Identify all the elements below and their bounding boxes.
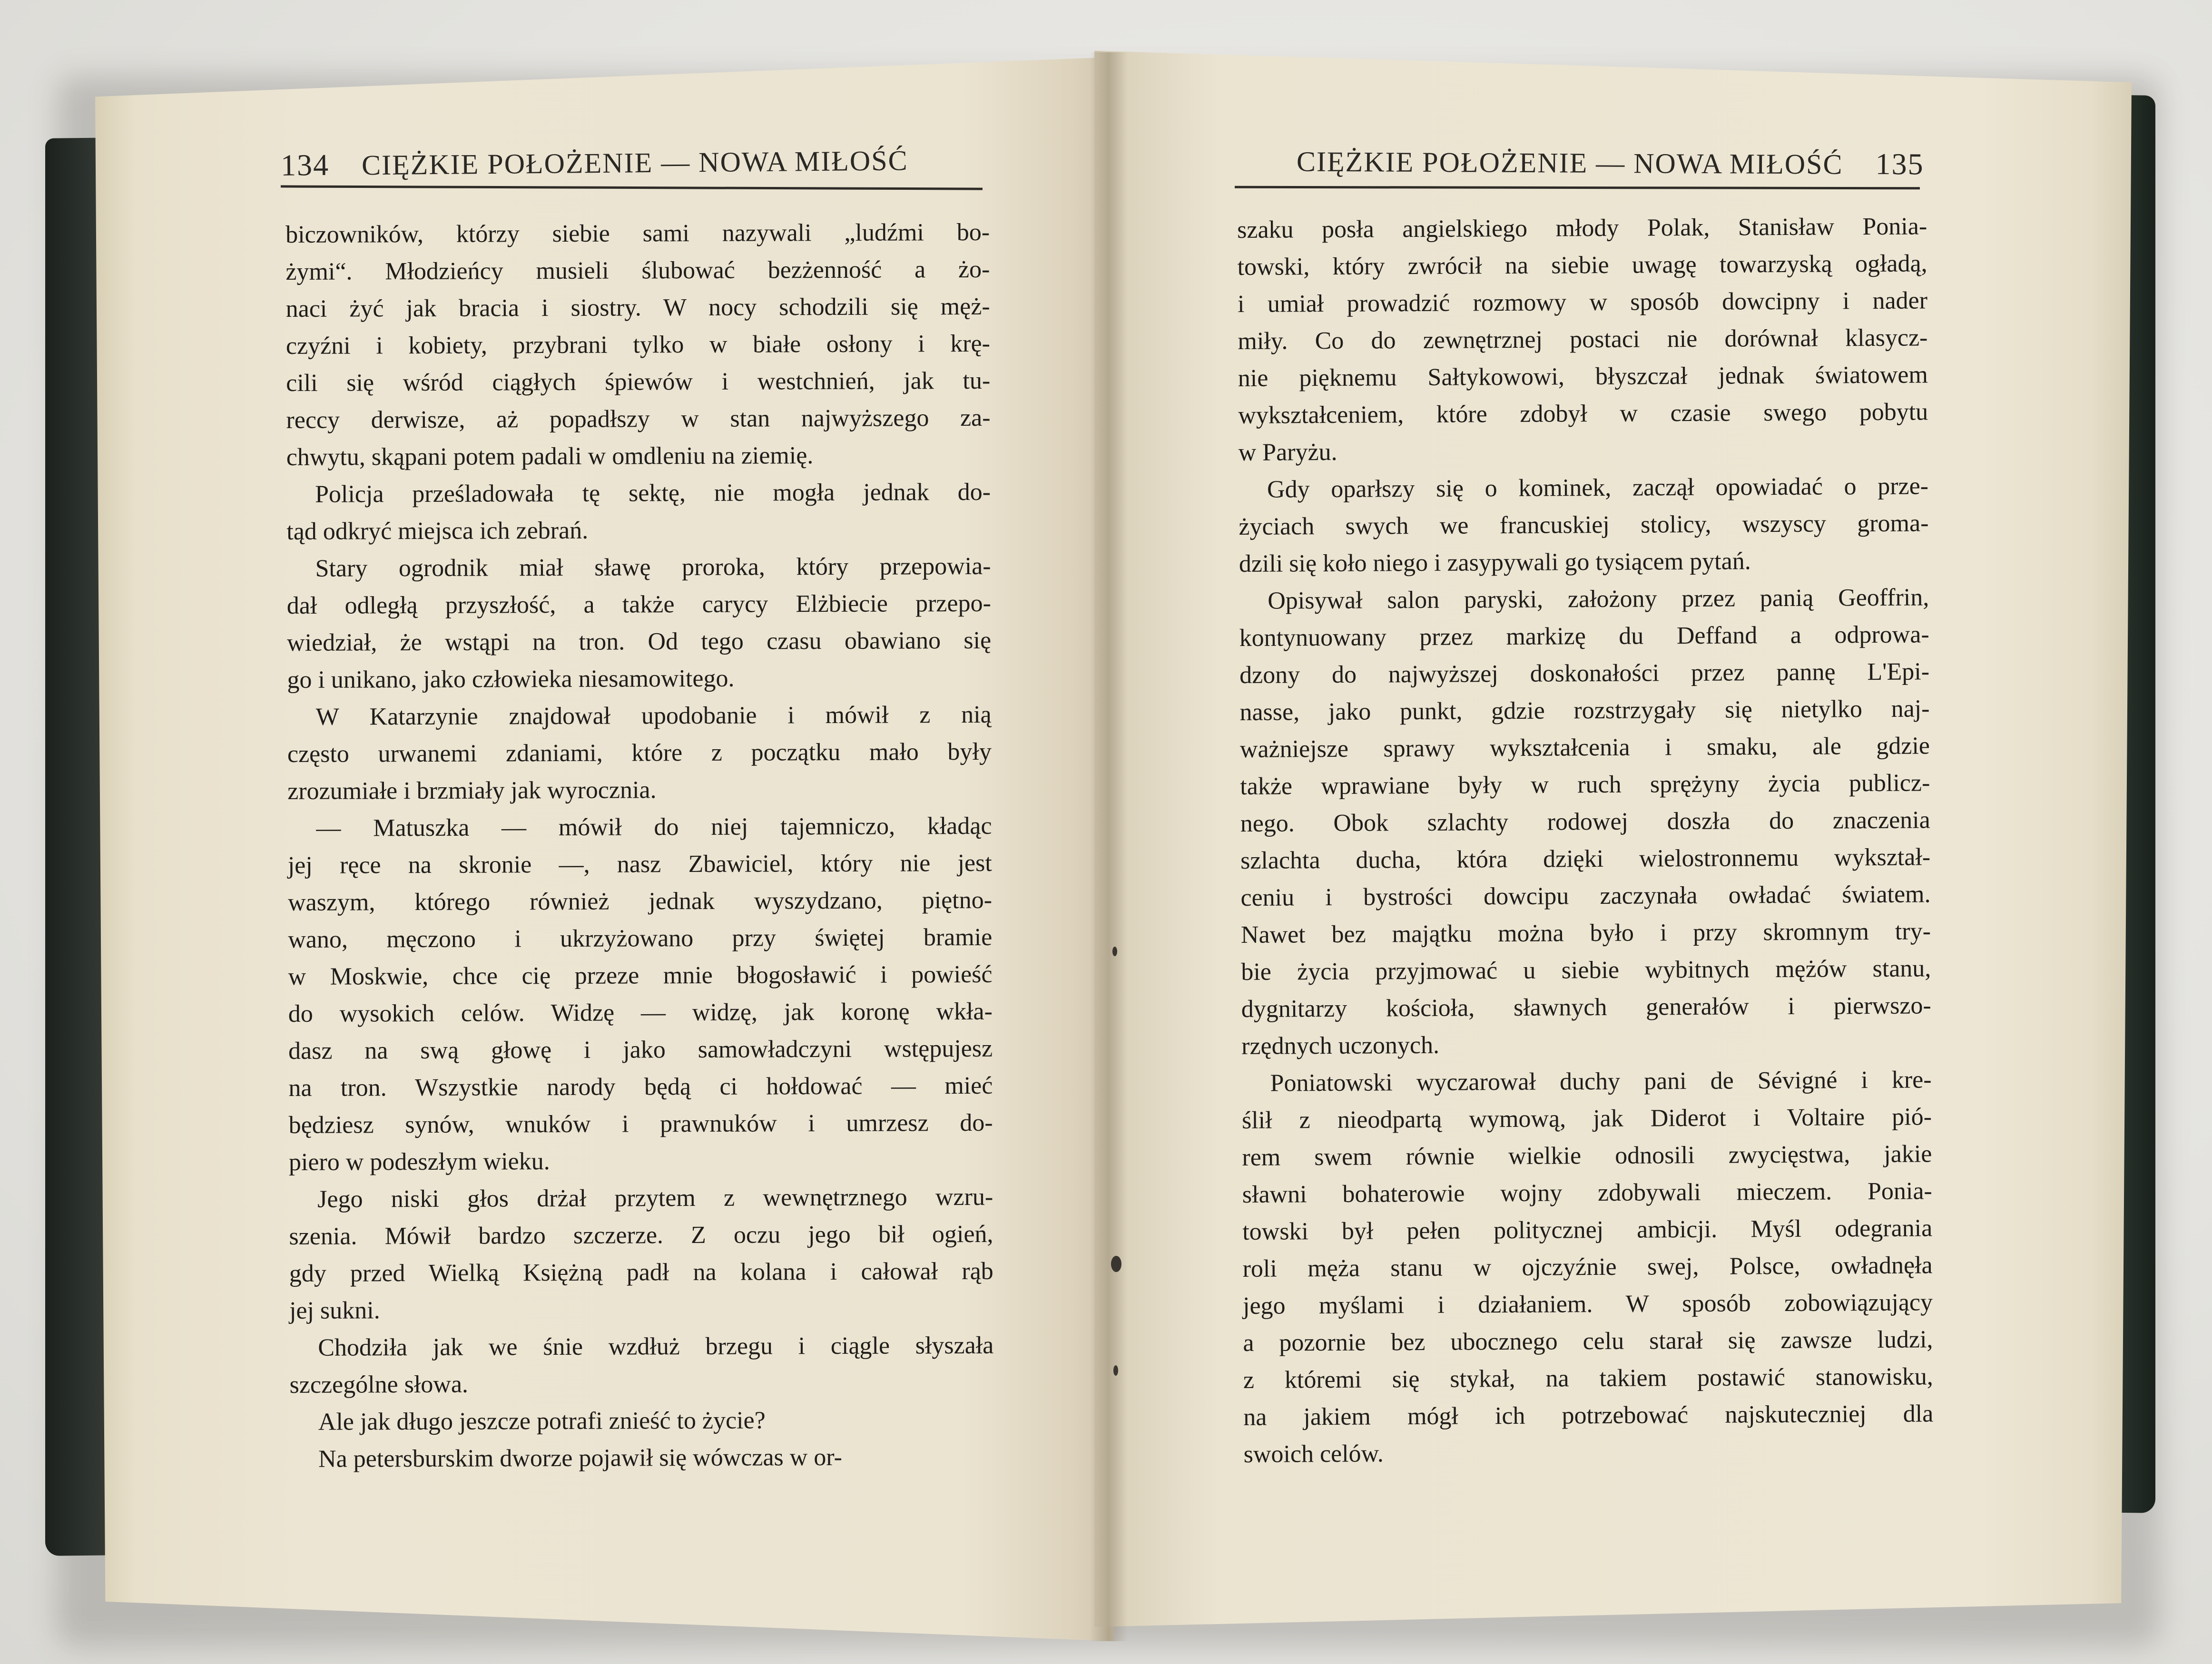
text-line: wiedział, że wstąpi na tron. Od tego czasu obawiano się [287,626,992,656]
text-line: żymi“. Młodzieńcy musieli ślubować bezżenność a żo- [285,255,990,285]
text-line: Opisywał salon paryski, założony przez panią Geoffrin, [1268,584,1929,615]
text-line: kontynuowany przez markizę du Deffand a odprowa- [1239,621,1929,652]
text-line: dygnitarzy kościoła, sławnych generałów i pierwszo- [1241,992,1931,1023]
text-line: Na petersburskim dworze pojawił się wówczas w or- [318,1443,842,1473]
text-line: Nawet bez majątku można było i przy skromnym try- [1240,918,1931,949]
text-line: na tron. Wszystkie narody będą ci hołdować — mieć [288,1072,993,1102]
text-line: W Katarzynie znajdował upodobanie i mówił z nią [315,701,992,731]
text-line: a pozornie bez ubocznego celu starał się zawsze ludzi, [1243,1326,1933,1357]
text-line: biczowników, którzy siebie sami nazywali „ludźmi bo- [285,218,990,248]
text-line: towski, który zwrócił na siebie uwagę towarzyską ogładą, [1237,250,1927,281]
text-line: rem swem równie wielkie odnosili zwycięstwa, jakie [1242,1140,1932,1171]
text-line: będziesz synów, wnuków i prawnuków i umrzesz do- [288,1109,993,1139]
text-line: cili się wśród ciągłych śpiewów i westchnień, jak tu- [286,367,991,397]
left-running-title: CIĘŻKIE POŁOŻENIE — NOWA MIŁOŚĆ [361,145,908,181]
text-line: także wprawiane były w ruch sprężyny życia publicz- [1240,769,1930,800]
text-line: reccy derwisze, aż popadłszy w stan najwyższego za- [286,404,991,434]
text-line: dzony do najwyższej doskonałości przez pannę L'Epi- [1239,658,1930,689]
text-line: zrozumiałe i brzmiały jak wyrocznia. [287,776,657,805]
text-line: życiach swych we francuskiej stolicy, wszyscy groma- [1239,509,1929,540]
text-line: szlachta ducha, która dzięki wielostronnemu wykształ- [1240,843,1931,874]
left-page-number: 134 [280,147,330,182]
text-line: naci żyć jak bracia i siostry. W nocy schodzili się męż- [285,293,990,323]
text-line: czyźni i kobiety, przybrani tylko w białe osłony i krę- [285,330,991,360]
text-line: szenia. Mówił bardzo szczerze. Z oczu jego bił ogień, [289,1220,993,1250]
text-line: do wysokich celów. Widzę — widzę, jak koronę wkła- [288,998,993,1028]
right-running-head [1297,144,1924,182]
text-line: — Matuszka — mówił do niej tajemniczo, kładąc [316,812,992,842]
text-line: towski był pełen politycznej ambicji. Myśl odegrania [1242,1214,1933,1245]
book-gutter [1090,52,1128,1641]
text-line: Poniatowski wyczarował duchy pani de Sévigné i kre- [1270,1066,1932,1097]
text-line: w Paryżu. [1238,438,1337,466]
text-line: piero w podeszłym wieku. [288,1148,550,1176]
text-line: go i unikano, jako człowieka niesamowitego. [287,665,735,694]
text-line: Jego niski głos drżał przytem z wewnętrznego wzru- [317,1183,993,1213]
text-line: Policja prześladowała tę sektę, nie mogła jednak do- [315,478,991,508]
text-line: Gdy oparłszy się o kominek, zaczął opowiadać o prze- [1267,472,1929,503]
text-line: z któremi się stykał, na takiem postawić stanowisku, [1243,1363,1933,1394]
text-line: szaku posła angielskiego młody Polak, Stanisław Ponia- [1237,213,1927,244]
right-page-number: 135 [1875,147,1924,181]
text-line: jej sukni. [289,1297,380,1324]
text-line: swoich celów. [1243,1440,1384,1468]
text-line: tąd odkryć miejsca ich zebrań. [286,517,589,545]
text-line: dzili się koło niego i zasypywali go tysiącem pytań. [1239,548,1751,578]
right-running-title: CIĘŻKIE POŁOŻENIE — NOWA MIŁOŚĆ [1296,146,1843,180]
text-line: chwytu, skąpani potem padali w omdleniu na ziemię. [286,442,814,471]
binding-thread-mark [1112,947,1117,956]
text-line: rzędnych uczonych. [1241,1031,1440,1060]
text-line: sławni bohaterowie wojny zdobywali mieczem. Ponia- [1242,1177,1932,1208]
text-line: Stary ogrodnik miał sławę proroka, który przepowia- [315,552,991,582]
text-line: roli męża stanu w ojczyźnie swej, Polsce, owładnęła [1242,1252,1933,1282]
left-page-text [285,214,994,1478]
text-line: ślił z nieodpartą wymową, jak Diderot i Voltaire pió- [1241,1103,1932,1134]
text-line: nie pięknemu Sałtykowowi, błyszczał jednak światowem [1238,361,1928,392]
text-line: w Moskwie, chce cię przeze mnie błogosławić i powieść [288,960,993,990]
text-line: bie życia przyjmować u siebie wybitnych mężów stanu, [1241,955,1931,986]
binding-thread-mark [1113,1365,1118,1376]
text-line: dał odległą przyszłość, a także carycy Elżbiecie przepo- [286,589,991,619]
text-line: szczególne słowa. [289,1370,469,1399]
right-page-text [1237,208,1934,1473]
text-line: wykształceniem, które zdobył w czasie swego pobytu [1238,398,1928,429]
text-line: dasz na swą głowę i jako samowładczyni wstępujesz [288,1035,993,1065]
text-line: gdy przed Wielką Księżną padł na kolana i całował rąb [289,1257,993,1287]
text-line: na jakiem mógł ich potrzebować najskuteczniej dla [1243,1400,1934,1431]
text-line: i umiał prowadzić rozmowy w sposób dowcipny i nader [1237,287,1928,318]
text-line: wano, męczono i ukrzyżowano przy świętej bramie [288,923,993,953]
text-line: nego. Obok szlachty rodowej doszła do znaczenia [1240,806,1930,837]
left-running-head [281,142,908,183]
text-line: jego myślami i działaniem. W sposób zobowiązujący [1242,1289,1933,1320]
text-line: Ale jak długo jeszcze potrafi znieść to życie? [318,1407,766,1436]
text-line: Chodziła jak we śnie wzdłuż brzegu i ciągle słyszała [318,1331,994,1361]
text-line: miły. Co do zewnętrznej postaci nie dorównał klasycz- [1238,324,1928,355]
text-line: często urwanemi zdaniami, które z początku mało były [287,738,992,768]
text-line: waszym, którego również jednak wyszydzano, piętno- [287,886,993,916]
binding-thread-mark [1111,1256,1121,1272]
text-line: nasse, jako punkt, gdzie rozstrzygały się nietylko naj- [1239,695,1930,726]
text-line: jej ręce na skronie —, nasz Zbawiciel, który nie jest [287,849,992,879]
text-line: ważniejsze sprawy wykształcenia i smaku, ale gdzie [1239,732,1930,763]
text-line: ceniu i bystrości dowcipu zaczynała owładać światem. [1240,881,1931,911]
